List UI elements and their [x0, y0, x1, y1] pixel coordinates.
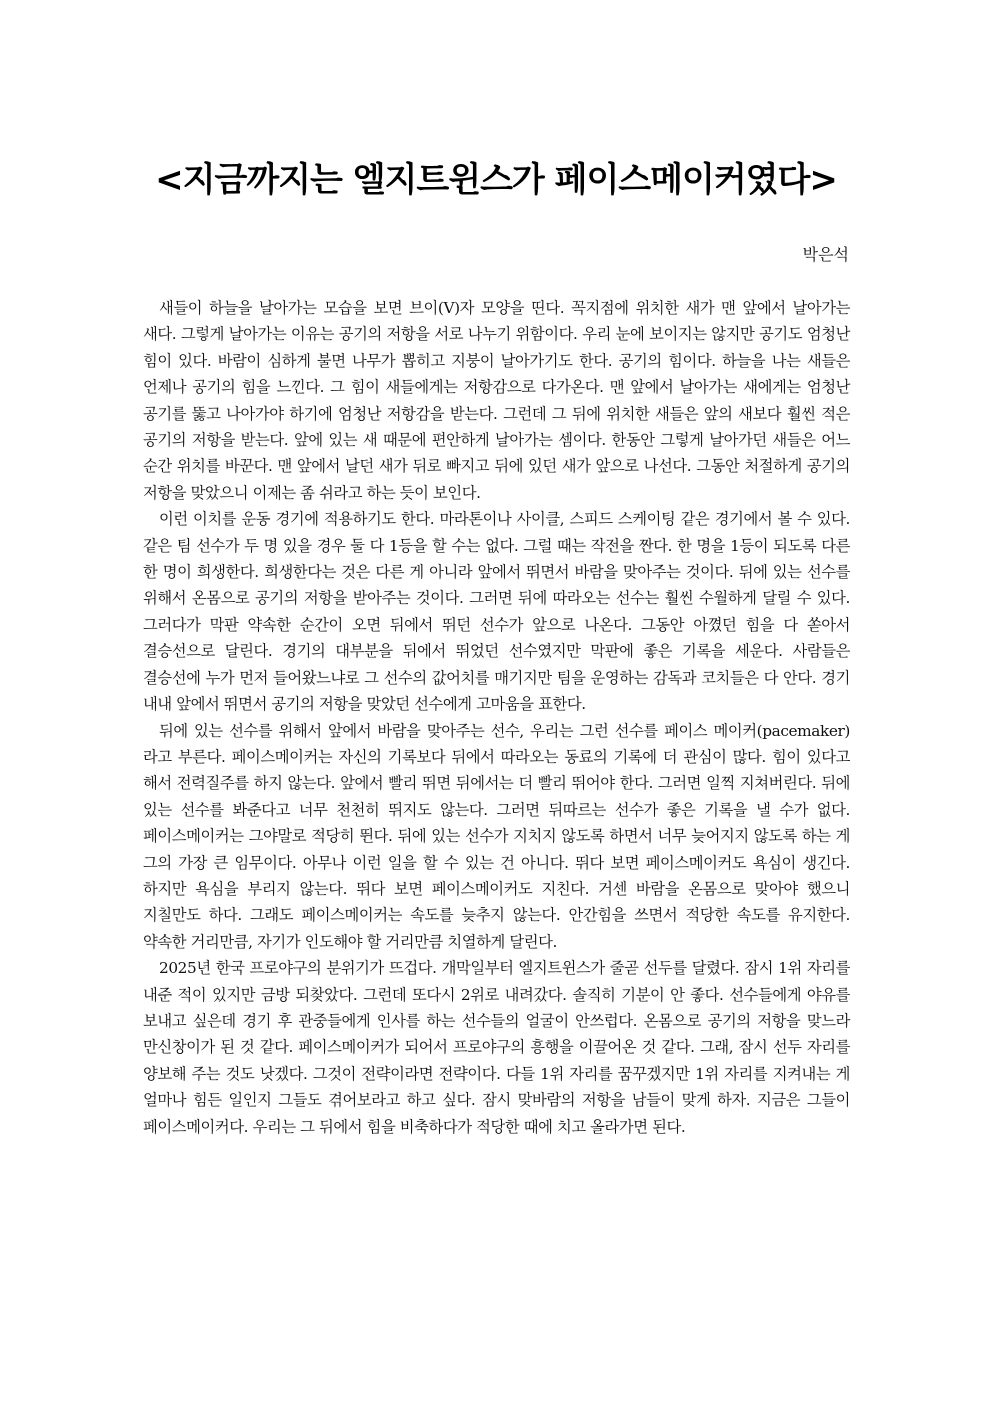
- paragraph-1: 새들이 하늘을 날아가는 모습을 보면 브이(V)자 모양을 띤다. 꼭지점에 위치한 새가 맨 앞에서 날아가는 새다. 그렇게 날아가는 이유는 공기의 저항을 서로 나누기 위함이다. 우리 눈에 보이지는 않지만 공기도 엄청난 힘이 있다. 바람이 심하게 불면 나무가 뽑히고 지붕이 날아가기도 한다. 공기의 힘이다. 하늘을 나는 새들은 언제나 공기의 힘을 느낀다. 그 힘이 새들에게는 저항감으로 다가온다. 맨 앞에서 날아가는 새에게는 엄청난 공기를 뚫고 나아가야 하기에 엄청난 저항감을 받는다. 그런데 그 뒤에 위치한 새들은 앞의 새보다 훨씬 적은 공기의 저항을 받는다. 앞에 있는 새 때문에 편안하게 날아가는 셈이다. 한동안 그렇게 날아가던 새들은 어느 순간 위치를 바꾼다. 맨 앞에서 날던 새가 뒤로 빠지고 뒤에 있던 새가 앞으로 나선다. 그동안 처절하게 공기의 저항을 맞았으니 이제는 좀 쉬라고 하는 듯이 보인다.: [143, 299, 850, 502]
- paragraph-3: 뒤에 있는 선수를 위해서 앞에서 바람을 맞아주는 선수, 우리는 그런 선수를 페이스 메이커(pacemaker)라고 부른다. 페이스메이커는 자신의 기록보다 뒤에서 따라오는 동료의 기록에 더 관심이 많다. 힘이 있다고 해서 전력질주를 하지 않는다. 앞에서 빨리 뛰면 뒤에서는 더 빨리 뛰어야 한다. 그러면 일찍 지쳐버린다. 뒤에 있는 선수를 봐준다고 너무 천천히 뛰지도 않는다. 그러면 뒤따르는 선수가 좋은 기록을 낼 수가 없다. 페이스메이커는 그야말로 적당히 뛴다. 뒤에 있는 선수가 지치지 않도록 하면서 너무 늦어지지 않도록 하는 게 그의 가장 큰 임무이다. 아무나 이런 일을 할 수 있는 건 아니다. 뛰다 보면 페이스메이커도 욕심이 생긴다. 하지만 욕심을 부리지 않는다. 뛰다 보면 페이스메이커도 지친다. 거센 바람을 온몸으로 맞아야 했으니 지칠만도 하다. 그래도 페이스메이커는 속도를 늦추지 않는다. 안간힘을 쓰면서 적당한 속도를 유지한다. 약속한 거리만큼, 자기가 인도해야 할 거리만큼 치열하게 달린다.: [143, 721, 850, 951]
- author-name: 박은석: [802, 245, 849, 264]
- article-body: [143, 295, 850, 1140]
- paragraph-4: 2025년 한국 프로야구의 분위기가 뜨겁다. 개막일부터 엘지트윈스가 줄곧 선두를 달렸다. 잠시 1위 자리를 내준 적이 있지만 금방 되찾았다. 그런데 또다시 2위로 내려갔다. 솔직히 기분이 안 좋다. 선수들에게 야유를 보내고 싶은데 경기 후 관중들에게 인사를 하는 선수들의 얼굴이 안쓰럽다. 온몸으로 공기의 저항을 맞느라 만신창이가 된 것 같다. 페이스메이커가 되어서 프로야구의 흥행을 이끌어온 것 같다. 그래, 잠시 선두 자리를 양보해 주는 것도 낫겠다. 그것이 전략이라면 전략이다. 다들 1위 자리를 꿈꾸겠지만 1위 자리를 지켜내는 게 얼마나 힘든 일인지 그들도 겪어보라고 하고 싶다. 잠시 맞바람의 저항을 남들이 맞게 하자. 지금은 그들이 페이스메이커다. 우리는 그 뒤에서 힘을 비축하다가 적당한 때에 치고 올라가면 된다.: [143, 959, 850, 1136]
- page-title: <지금까지는 엘지트윈스가 페이스메이커였다>: [155, 160, 837, 200]
- paragraph-2: 이런 이치를 운동 경기에 적용하기도 한다. 마라톤이나 사이클, 스피드 스케이팅 같은 경기에서 볼 수 있다. 같은 팀 선수가 두 명 있을 경우 둘 다 1등을 할 수는 없다. 그럴 때는 작전을 짠다. 한 명을 1등이 되도록 다른 한 명이 희생한다. 희생한다는 것은 다른 게 아니라 앞에서 뛰면서 바람을 맞아주는 것이다. 뒤에 있는 선수를 위해서 온몸으로 공기의 저항을 받아주는 것이다. 그러면 뒤에 따라오는 선수는 훨씬 수월하게 달릴 수 있다. 그러다가 막판 약속한 순간이 오면 뒤에서 뛰던 선수가 앞으로 나온다. 그동안 아꼈던 힘을 다 쏟아서 결승선으로 달린다. 경기의 대부분을 뒤에서 뛰었던 선수였지만 막판에 좋은 기록을 세운다. 사람들은 결승선에 누가 먼저 들어왔느냐로 그 선수의 값어치를 매기지만 팀을 운영하는 감독과 코치들은 다 안다. 경기 내내 앞에서 뛰면서 공기의 저항을 맞았던 선수에게 고마움을 표한다.: [143, 510, 850, 714]
